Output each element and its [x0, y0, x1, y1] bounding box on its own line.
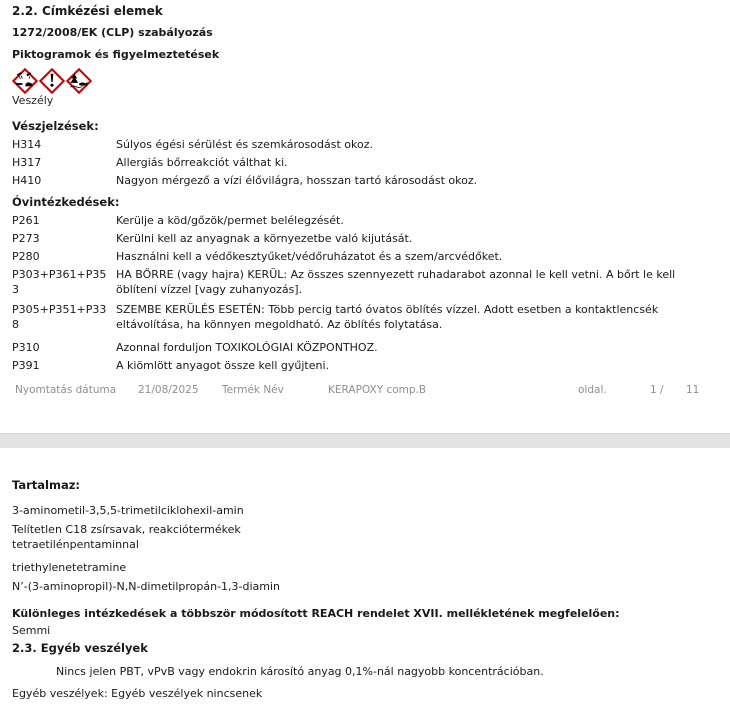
precaution-text: HA BŐRRE (vagy hajra) KERÜL: Az összes szennyezett ruhadarabot azonnal le kell vetni. A bőrt le kell öblíteni vízzel [vagy zuhanyozás]. [116, 268, 676, 296]
page-gap-separator [0, 433, 730, 448]
ghs09-environment-icon [66, 68, 92, 94]
section-2-2-title: 2.2. Címkézési elemek [12, 4, 163, 18]
precaution-code: P303+P361+P353 [12, 268, 107, 296]
precaution-row [12, 213, 718, 228]
precaution-code: P280 [12, 250, 40, 263]
precaution-code: P391 [12, 359, 40, 372]
substance-item: 3-aminometil-3,5,5-trimetilciklohexil-amin [12, 504, 244, 517]
hazard-statements-heading: Vészjelzések: [12, 119, 99, 133]
precaution-row [12, 249, 718, 264]
hazard-row [12, 155, 718, 170]
precaution-row [12, 340, 718, 355]
precaution-row [12, 267, 718, 297]
page-number-total: 11 [686, 384, 700, 396]
precaution-text: Azonnal forduljon TOXIKOLÓGIAI KÖZPONTHOZ. [116, 341, 378, 354]
precaution-row [12, 358, 718, 373]
precaution-code: P310 [12, 341, 40, 354]
reach-restrictions-value: Semmi [12, 624, 51, 637]
hazard-code: H314 [12, 138, 42, 151]
substance-item: Telítetlen C18 zsírsavak, reakciótermékek tetraetilénpentaminnal [12, 523, 241, 551]
substance-list [12, 503, 312, 594]
reach-restrictions-heading: Különleges intézkedések a többször módosított REACH rendelet XVII. mellékletének megfelelően: [12, 607, 620, 620]
pictograms-heading: Piktogramok és figyelmeztetések [12, 48, 220, 61]
other-hazards-line: Egyéb veszélyek: Egyéb veszélyek nincsenek [12, 687, 263, 700]
substance-item: N’-(3-aminopropil)-N,N-dimetilpropán-1,3-diamin [12, 580, 281, 593]
ghs05-corrosion-icon [12, 68, 38, 94]
precautionary-statements-list [12, 213, 718, 373]
signal-word: Veszély [12, 94, 54, 107]
print-date-label: Nyomtatás dátuma [15, 384, 117, 396]
hazard-text: Súlyos égési sérülést és szemkárosodást okoz. [116, 138, 373, 151]
precaution-text: Kerülni kell az anyagnak a környezetbe való kijutását. [116, 232, 413, 245]
product-name-value: KERAPOXY comp.B [328, 384, 427, 396]
precaution-code: P305+P351+P338 [12, 303, 107, 331]
product-name-label: Termék Név [222, 384, 284, 396]
precaution-code: P273 [12, 232, 40, 245]
precaution-text: Kerülje a köd/gőzök/permet belélegzését. [116, 214, 344, 227]
precautionary-statements-heading: Óvintézkedések: [12, 195, 120, 209]
print-date-value: 21/08/2025 [138, 384, 199, 396]
precaution-text: Használni kell a védőkesztyűket/védőruházatot és a szem/arcvédőket. [116, 250, 503, 263]
hazard-row [12, 137, 718, 152]
contains-heading: Tartalmaz: [12, 478, 81, 492]
hazard-text: Allergiás bőrreakciót válthat ki. [116, 156, 288, 169]
page-footer [0, 384, 730, 400]
section-2-3-title: 2.3. Egyéb veszélyek [12, 641, 148, 655]
precaution-row [12, 302, 718, 332]
page-number-label: oldal. [578, 384, 607, 396]
ghs07-exclamation-icon [39, 68, 65, 94]
sds-page-2 [0, 448, 730, 701]
ghs-pictogram-row [12, 68, 718, 94]
precaution-text: A kiömlött anyagot össze kell gyűjteni. [116, 359, 329, 372]
hazard-code: H410 [12, 174, 42, 187]
hazard-text: Nagyon mérgező a vízi élővilágra, hosszan tartó károsodást okoz. [116, 174, 478, 187]
page-number-current: 1 / [650, 384, 664, 396]
hazard-statements-list [12, 137, 718, 188]
precaution-text: SZEMBE KERÜLÉS ESETÉN: Több percig tartó óvatos öblítés vízzel. Adott esetben a kontaktlencsék eltávolítása, ha könnyen megoldható. Az öblítés folytatása. [116, 303, 659, 331]
precaution-code: P261 [12, 214, 40, 227]
hazard-code: H317 [12, 156, 42, 169]
other-hazards-note: Nincs jelen PBT, vPvB vagy endokrin károsító anyag 0,1%-nál nagyobb koncentrációban. [56, 665, 544, 678]
substance-item: triethylenetetramine [12, 561, 127, 574]
hazard-row [12, 173, 718, 188]
precaution-row [12, 231, 718, 246]
clp-regulation-heading: 1272/2008/EK (CLP) szabályozás [12, 26, 213, 39]
